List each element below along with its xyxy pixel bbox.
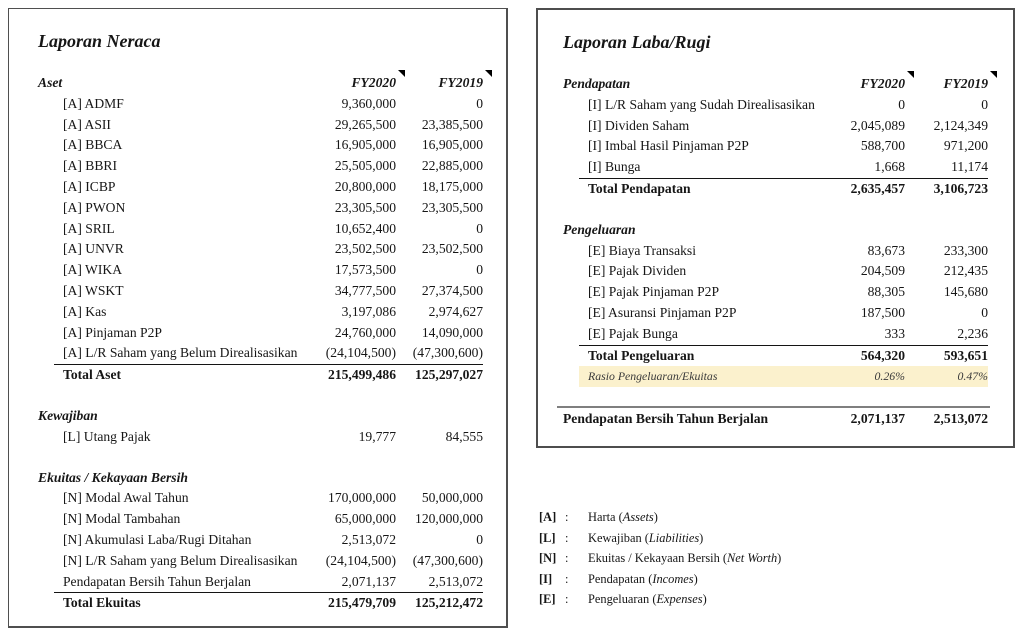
legend-text-english: Net Worth xyxy=(727,551,778,566)
legend-text xyxy=(588,589,1009,610)
legend-item xyxy=(539,507,1009,528)
legend-text-indonesian: Ekuitas / Kekayaan Bersih ( xyxy=(588,551,728,566)
legend-text-english: Expenses xyxy=(656,592,703,607)
value-fy2019: 0 xyxy=(476,531,483,547)
total-label: Total Ekuitas xyxy=(63,595,141,611)
value-fy2020: 2,071,137 xyxy=(341,573,396,589)
table-section xyxy=(38,468,483,615)
value-fy2020: 2,045,089 xyxy=(850,117,905,133)
total-value-fy2020: 215,479,709 xyxy=(328,595,396,611)
value-fy2019: 14,090,000 xyxy=(421,324,483,340)
row-label: [A] L/R Saham yang Belum Direalisasikan xyxy=(63,345,298,361)
row-label: [A] UNVR xyxy=(63,241,124,257)
value-fy2019: 18,175,000 xyxy=(421,178,483,194)
table-row xyxy=(38,281,483,302)
value-fy2019: (47,300,600) xyxy=(412,552,483,568)
income-statement-panel xyxy=(536,8,1015,448)
row-label: [L] Utang Pajak xyxy=(63,428,151,444)
net-income-row xyxy=(557,406,990,430)
table-section xyxy=(38,73,483,386)
value-fy2020: 16,905,000 xyxy=(334,137,396,153)
value-fy2020: 3,197,086 xyxy=(341,303,396,319)
value-fy2019: 0 xyxy=(981,96,988,112)
legend-item xyxy=(539,548,1009,569)
section-title: Kewajiban xyxy=(38,407,98,423)
value-fy2019: 0 xyxy=(476,262,483,278)
legend-key: [L] xyxy=(539,530,556,545)
column-header xyxy=(815,74,905,95)
value-fy2020: 17,573,500 xyxy=(334,262,396,278)
total-row xyxy=(54,592,483,614)
value-fy2020: 23,305,500 xyxy=(334,199,396,215)
legend-item xyxy=(539,589,1009,610)
value-fy2020: 1,668 xyxy=(874,159,905,175)
section-header-row xyxy=(38,468,483,489)
table-row xyxy=(563,324,988,345)
value-fy2020: 24,760,000 xyxy=(334,324,396,340)
table-row xyxy=(38,260,483,281)
value-fy2020: 10,652,400 xyxy=(334,220,396,236)
balance-sheet-panel xyxy=(8,8,508,628)
value-fy2020: (24,104,500) xyxy=(325,552,396,568)
value-fy2019: 22,885,000 xyxy=(421,158,483,174)
value-fy2020: 65,000,000 xyxy=(334,511,396,527)
column-header xyxy=(396,73,483,94)
value-fy2019: 11,174 xyxy=(951,159,988,175)
total-value-fy2019: 3,106,723 xyxy=(933,180,988,196)
total-value-fy2020: 2,635,457 xyxy=(850,180,905,196)
column-header xyxy=(905,74,988,95)
row-label: [E] Biaya Transaksi xyxy=(588,242,696,258)
legend-separator: : xyxy=(565,551,569,566)
legend-key: [I] xyxy=(539,571,553,586)
row-label: [E] Pajak Pinjaman P2P xyxy=(588,284,720,300)
column-header-label: FY2019 xyxy=(943,76,988,91)
total-label: Total Pengeluaran xyxy=(588,347,695,363)
legend-separator: : xyxy=(565,571,569,586)
value-fy2019: 2,513,072 xyxy=(428,573,483,589)
value-fy2020: 34,777,500 xyxy=(334,282,396,298)
table-row xyxy=(38,177,483,198)
value-fy2019: 2,124,349 xyxy=(933,117,988,133)
table-row xyxy=(563,157,988,178)
table-row xyxy=(38,219,483,240)
income-statement-table xyxy=(563,74,988,387)
column-header xyxy=(304,73,396,94)
section-title: Pengeluaran xyxy=(563,221,636,237)
total-row xyxy=(579,178,988,200)
row-label: [N] Modal Tambahan xyxy=(63,511,181,527)
table-row xyxy=(563,136,988,157)
table-row xyxy=(563,282,988,303)
section-header-row xyxy=(563,220,988,241)
value-fy2019: 0 xyxy=(476,220,483,236)
legend-text xyxy=(588,548,1009,569)
comment-marker-icon xyxy=(485,70,492,77)
column-header-label: FY2020 xyxy=(860,76,905,91)
value-fy2019: 145,680 xyxy=(943,284,988,300)
value-fy2020: (24,104,500) xyxy=(325,345,396,361)
table-row xyxy=(38,343,483,364)
legend-text-english: Assets xyxy=(622,510,654,524)
table-row xyxy=(563,95,988,116)
row-label: [A] Pinjaman P2P xyxy=(63,324,162,340)
total-value-fy2020: 215,499,486 xyxy=(328,367,396,383)
table-section xyxy=(563,220,988,387)
value-fy2020: 25,505,000 xyxy=(334,158,396,174)
value-fy2019: 0 xyxy=(981,304,988,320)
row-label: [A] BBCA xyxy=(63,137,123,153)
ratio-label: Rasio Pengeluaran/Ekuitas xyxy=(588,369,718,384)
value-fy2020: 88,305 xyxy=(867,284,905,300)
value-fy2019: 971,200 xyxy=(943,138,988,154)
legend-text-close: ) xyxy=(699,530,704,545)
row-label: Pendapatan Bersih Tahun Berjalan xyxy=(63,573,251,589)
value-fy2020: 204,509 xyxy=(860,263,905,279)
value-fy2019: (47,300,600) xyxy=(412,345,483,361)
table-row xyxy=(38,198,483,219)
section-header-row xyxy=(38,406,483,427)
legend-key: [E] xyxy=(539,592,556,607)
table-row xyxy=(38,509,483,530)
value-fy2020: 588,700 xyxy=(860,138,905,154)
table-row xyxy=(38,94,483,115)
table-row xyxy=(38,530,483,551)
table-row xyxy=(38,302,483,323)
section-header-row xyxy=(38,73,483,94)
table-row xyxy=(563,261,988,282)
legend-text xyxy=(588,507,1009,528)
value-fy2019: 23,305,500 xyxy=(421,199,483,215)
value-fy2019: 233,300 xyxy=(943,242,988,258)
value-fy2020: 0 xyxy=(898,96,905,112)
net-income-value-fy2019: 2,513,072 xyxy=(933,411,988,427)
legend-text xyxy=(588,569,1009,590)
legend-key: [N] xyxy=(539,551,557,566)
section-header-row xyxy=(563,74,988,95)
row-label: [A] WSKT xyxy=(63,282,124,298)
legend-text-indonesian: Kewajiban ( xyxy=(588,530,649,545)
legend-text xyxy=(588,528,1009,549)
table-row xyxy=(38,323,483,344)
table-row xyxy=(38,115,483,136)
net-income-value-fy2020: 2,071,137 xyxy=(850,411,905,427)
table-row xyxy=(38,572,483,593)
table-row xyxy=(563,303,988,324)
value-fy2019: 0 xyxy=(476,95,483,111)
value-fy2019: 120,000,000 xyxy=(415,511,483,527)
legend-text-close: ) xyxy=(693,571,698,586)
section-title: Ekuitas / Kekayaan Bersih xyxy=(38,469,188,485)
ratio-value-fy2020: 0.26% xyxy=(874,369,905,384)
ratio-row xyxy=(579,366,988,387)
table-section xyxy=(38,406,483,448)
table-row xyxy=(38,156,483,177)
row-label: [E] Pajak Dividen xyxy=(588,263,687,279)
legend-text-close: ) xyxy=(777,551,782,566)
row-label: [E] Asuransi Pinjaman P2P xyxy=(588,304,737,320)
table-row xyxy=(38,488,483,509)
legend-key: [A] xyxy=(539,510,557,524)
total-value-fy2019: 593,651 xyxy=(943,347,988,363)
value-fy2019: 16,905,000 xyxy=(421,137,483,153)
value-fy2019: 2,974,627 xyxy=(428,303,483,319)
value-fy2020: 20,800,000 xyxy=(334,178,396,194)
comment-marker-icon xyxy=(990,71,997,78)
table-row xyxy=(563,241,988,262)
income-statement-title: Laporan Laba/Rugi xyxy=(563,32,711,52)
row-label: [A] ICBP xyxy=(63,178,116,194)
legend-text-indonesian: Pengeluaran ( xyxy=(588,592,657,607)
section-title: Aset xyxy=(38,75,63,90)
row-label: [E] Pajak Bunga xyxy=(588,325,678,341)
row-label: [I] L/R Saham yang Sudah Direalisasikan xyxy=(588,96,815,112)
value-fy2019: 2,236 xyxy=(957,325,988,341)
value-fy2020: 9,360,000 xyxy=(341,95,396,111)
table-row xyxy=(38,239,483,260)
legend-separator: : xyxy=(565,592,569,607)
row-label: [I] Imbal Hasil Pinjaman P2P xyxy=(588,138,749,154)
table-row xyxy=(38,551,483,572)
total-label: Total Pendapatan xyxy=(588,180,691,196)
legend-separator: : xyxy=(565,530,569,545)
value-fy2020: 83,673 xyxy=(867,242,905,258)
table-row xyxy=(38,427,483,448)
row-label: [I] Dividen Saham xyxy=(588,117,690,133)
value-fy2020: 2,513,072 xyxy=(341,531,396,547)
value-fy2019: 84,555 xyxy=(445,428,483,444)
value-fy2020: 333 xyxy=(884,325,905,341)
legend-text-english: Liabilities xyxy=(648,530,700,545)
column-header-label: FY2020 xyxy=(351,75,396,90)
balance-sheet-table xyxy=(38,73,483,614)
ratio-value-fy2019: 0.47% xyxy=(957,369,988,384)
value-fy2020: 29,265,500 xyxy=(334,116,396,132)
row-label: [A] WIKA xyxy=(63,262,123,278)
table-row xyxy=(38,135,483,156)
balance-sheet-title: Laporan Neraca xyxy=(38,31,161,51)
column-header-label: FY2019 xyxy=(438,75,483,90)
row-label: [A] PWON xyxy=(63,199,126,215)
total-value-fy2019: 125,297,027 xyxy=(415,367,483,383)
row-label: [N] Akumulasi Laba/Rugi Ditahan xyxy=(63,531,252,547)
total-row xyxy=(579,345,988,367)
value-fy2020: 19,777 xyxy=(358,428,396,444)
legend xyxy=(539,507,1009,610)
legend-text-close: ) xyxy=(702,592,707,607)
row-label: [N] L/R Saham yang Belum Direalisasikan xyxy=(63,552,298,568)
row-label: [I] Bunga xyxy=(588,159,641,175)
legend-separator: : xyxy=(565,510,569,524)
legend-text-indonesian: Harta ( xyxy=(588,510,623,524)
value-fy2019: 23,385,500 xyxy=(421,116,483,132)
row-label: [A] SRIL xyxy=(63,220,115,236)
value-fy2020: 23,502,500 xyxy=(334,241,396,257)
row-label: [A] ADMF xyxy=(63,95,124,111)
value-fy2019: 27,374,500 xyxy=(421,282,483,298)
legend-item xyxy=(539,569,1009,590)
total-value-fy2019: 125,212,472 xyxy=(415,595,483,611)
row-label: [A] Kas xyxy=(63,303,107,319)
value-fy2020: 170,000,000 xyxy=(328,490,396,506)
row-label: [N] Modal Awal Tahun xyxy=(63,490,189,506)
table-row xyxy=(563,116,988,137)
legend-text-indonesian: Pendapatan ( xyxy=(588,571,653,586)
row-label: [A] ASII xyxy=(63,116,111,132)
value-fy2019: 50,000,000 xyxy=(421,490,483,506)
net-income-label: Pendapatan Bersih Tahun Berjalan xyxy=(563,411,769,427)
section-title: Pendapatan xyxy=(563,76,631,91)
value-fy2019: 23,502,500 xyxy=(421,241,483,257)
table-section xyxy=(563,74,988,200)
value-fy2019: 212,435 xyxy=(943,263,988,279)
total-row xyxy=(54,364,483,386)
legend-item xyxy=(539,528,1009,549)
legend-text-close: ) xyxy=(653,510,658,524)
value-fy2020: 187,500 xyxy=(860,304,905,320)
total-label: Total Aset xyxy=(63,367,122,383)
total-value-fy2020: 564,320 xyxy=(860,347,905,363)
legend-text-english: Incomes xyxy=(652,571,694,586)
row-label: [A] BBRI xyxy=(63,158,117,174)
